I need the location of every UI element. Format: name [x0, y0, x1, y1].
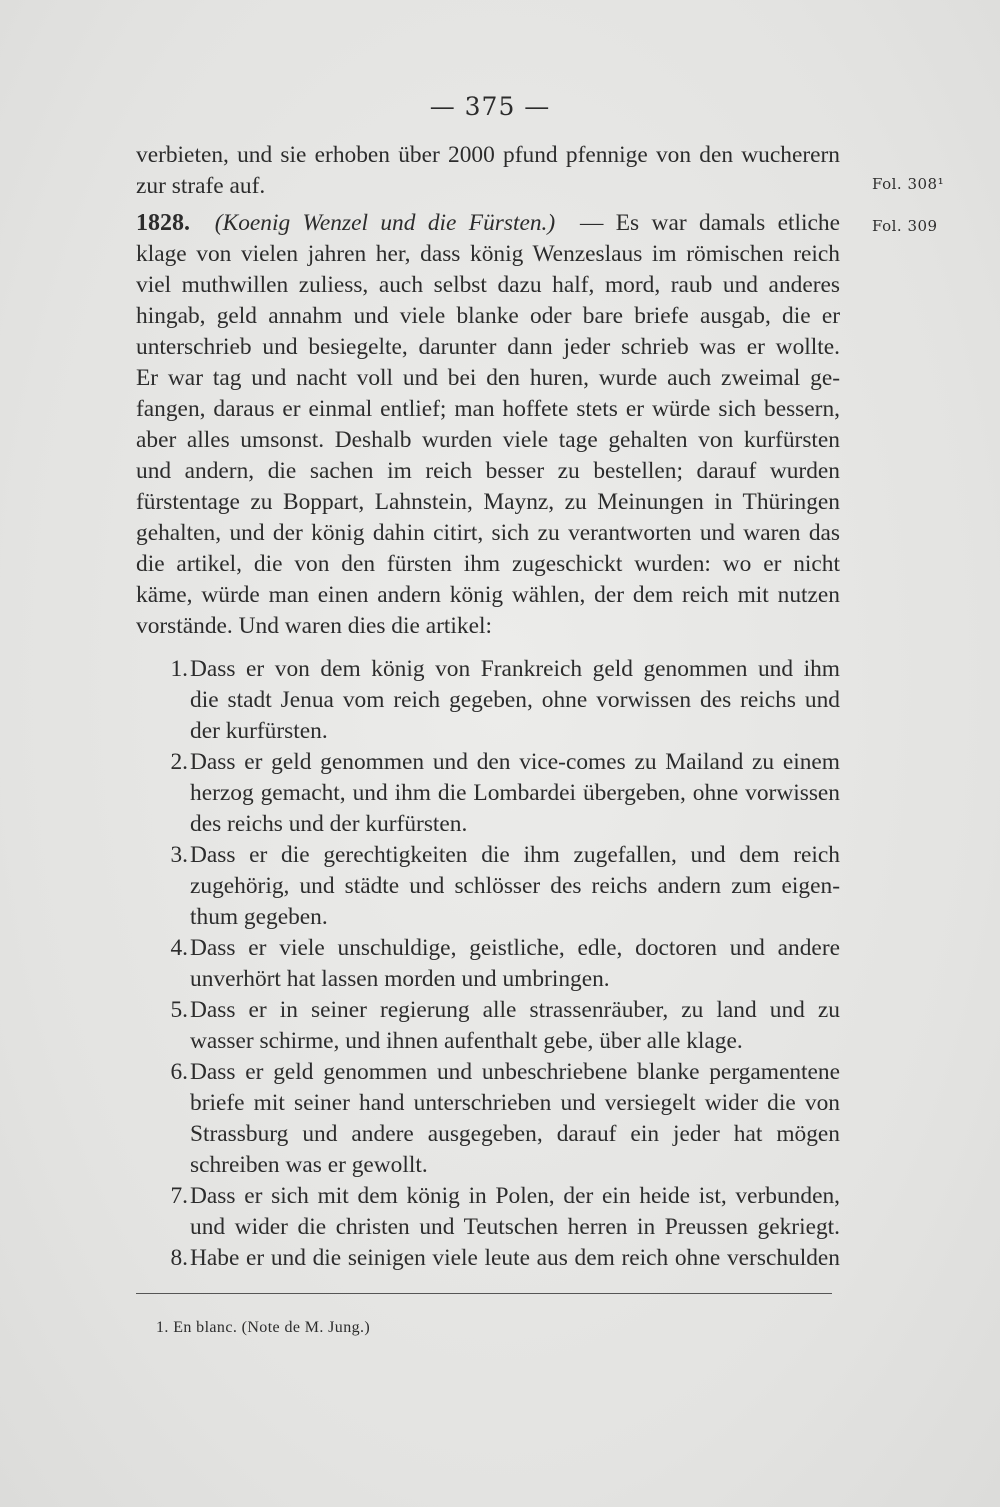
- article-number: 6.: [170, 1059, 188, 1085]
- text-line: Strassburg und andere ausgegeben, darauf ein jeder hat mögen: [190, 1121, 840, 1147]
- footnote-divider: [136, 1293, 832, 1294]
- text-line: Er war tag und nacht voll und bei den huren, wurde auch zweimal ge-: [136, 365, 840, 391]
- text-line: des reichs und der kurfürsten.: [190, 811, 468, 837]
- text-line: Dass er in seiner regierung alle strassenräuber, zu land und zu: [190, 997, 840, 1023]
- text-line: thum gegeben.: [190, 904, 328, 930]
- article-number: 4.: [170, 935, 188, 961]
- text-line: viel muthwillen zuliess, auch selbst dazu half, mord, raub und anderes: [136, 272, 840, 298]
- entry-heading-line: [136, 208, 840, 239]
- text-line: gehalten, und der könig dahin citirt, sich zu verantworten und waren das: [136, 520, 840, 546]
- text-line: fangen, daraus er einmal entlief; man hoffete stets er würde sich bessern,: [136, 396, 840, 422]
- text-line: käme, würde man einen andern könig wählen, der dem reich mit nutzen: [136, 582, 840, 608]
- text-line: unterschrieb und besiegelte, darunter dann jeder schrieb was er wollte.: [136, 334, 840, 360]
- text-line: zur strafe auf.: [136, 173, 266, 199]
- articles-list: [136, 654, 840, 1274]
- text-line: klage von vielen jahren her, dass könig Wenzeslaus im römischen reich: [136, 241, 840, 267]
- text-line: Dass er viele unschuldige, geistliche, edle, doctoren und andere: [190, 935, 840, 961]
- text-line: schreiben was er gewollt.: [190, 1152, 428, 1178]
- text-line: Dass er von dem könig von Frankreich geld genommen und ihm: [190, 656, 840, 682]
- footnote: 1. En blanc. (Note de M. Jung.): [156, 1319, 371, 1336]
- article-number: 8.: [170, 1245, 188, 1271]
- text-line: Dass er geld genommen und den vice-comes zu Mailand zu einem: [190, 749, 840, 775]
- page-number: — 375 —: [429, 92, 551, 121]
- article-number: 1.: [170, 656, 188, 682]
- text-line: Dass er sich mit dem könig in Polen, der ein heide ist, verbunden,: [190, 1183, 840, 1209]
- article-item: [136, 840, 840, 933]
- text-line: briefe mit seiner hand unterschrieben und versiegelt wider die von: [190, 1090, 840, 1116]
- text-line: Dass er die gerechtigkeiten die ihm zugefallen, und dem reich: [190, 842, 840, 868]
- text-line: hingab, geld annahm und viele blanke oder bare briefe ausgab, die er: [136, 303, 840, 329]
- text-line: verbieten, und sie erhoben über 2000 pfund pfennige von den wucherern: [136, 142, 840, 168]
- text-line: fürstentage zu Boppart, Lahnstein, Maynz, zu Meinungen in Thüringen: [136, 489, 840, 515]
- paragraph-continuation: [136, 140, 840, 202]
- text-line: und andern, die sachen im reich besser zu bestellen; darauf wurden: [136, 458, 840, 484]
- margin-folio-note: Fol. 308¹: [872, 175, 945, 193]
- article-number: 5.: [170, 997, 188, 1023]
- text-line: die artikel, die von den fürsten ihm zugeschickt wurden: wo er nicht: [136, 551, 840, 577]
- entry-paragraph: [136, 208, 840, 642]
- text-line: herzog gemacht, und ihm die Lombardei übergeben, ohne vorwissen: [190, 780, 840, 806]
- text-line: Habe er und die seinigen viele leute aus dem reich ohne verschulden: [190, 1245, 840, 1271]
- article-item: [136, 1243, 840, 1274]
- article-number: 2.: [170, 749, 188, 775]
- entry-title: (Koenig Wenzel und die Fürsten.): [214, 210, 556, 236]
- article-item: [136, 933, 840, 995]
- text-line: die stadt Jenua vom reich gegeben, ohne vorwissen des reichs und: [190, 687, 840, 713]
- text-line: aber alles umsonst. Deshalb wurden viele tage gehalten von kurfürsten: [136, 427, 840, 453]
- text-line: unverhört hat lassen morden und umbringen.: [190, 966, 610, 992]
- text-line: und wider die christen und Teutschen herren in Preussen gekriegt.: [190, 1214, 840, 1240]
- article-number: 7.: [170, 1183, 188, 1209]
- text-line: wasser schirme, und ihnen aufenthalt gebe, über alle klage.: [190, 1028, 743, 1054]
- article-item: [136, 1181, 840, 1243]
- margin-folio-note: Fol. 309: [872, 217, 938, 235]
- entry-first-line-text: — Es war damals etliche: [579, 210, 840, 236]
- article-item: [136, 654, 840, 747]
- article-item: [136, 995, 840, 1057]
- article-item: [136, 747, 840, 840]
- text-line: der kurfürsten.: [190, 718, 328, 744]
- article-item: [136, 1057, 840, 1181]
- text-line: vorstände. Und waren dies die artikel:: [136, 613, 492, 639]
- text-line: zugehörig, und städte und schlösser des reichs andern zum eigen-: [190, 873, 840, 899]
- text-line: Dass er geld genommen und unbeschriebene blanke pergamentene: [190, 1059, 840, 1085]
- article-number: 3.: [170, 842, 188, 868]
- entry-number: 1828.: [136, 210, 190, 236]
